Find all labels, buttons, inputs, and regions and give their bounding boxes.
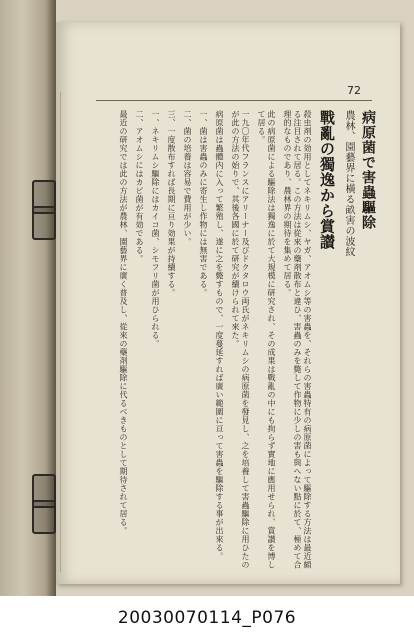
list-item: 二、アオムシにはカビ菌が有効である。 <box>135 110 144 263</box>
article-title: 病原菌で害蟲驅除 <box>360 110 376 230</box>
paragraph: 此の病原菌による驅除法は獨逸に於て大規模に研究され、その成果は戰亂の中にも拘らず實地に應用せられ、賞讃を博して居る。 <box>257 110 276 569</box>
list-item: 二、菌の培養は容易で費用が少い。 <box>183 110 192 246</box>
binding-stitch-icon <box>32 500 56 534</box>
binding-stitch-icon <box>32 206 56 240</box>
paragraph: 殺虫剤の効用としてネキリムシ、ヤガ、アオムシ等の害蟲を、それらの害蟲特有の病原菌によって驅除する方法は最近頗る注目されて居る。この方法は從來の藥剤散布と違ひ、害蟲のみを斃して作物に少しの害も與へない點に於て、極めて合理的なものであり、農林界の期待を集めて居る。 <box>283 110 312 569</box>
list-item: 一、ネキリムシ驅除にはカイコ菌、シモフリ菌が用ひられる。 <box>151 110 160 348</box>
paragraph: 病原菌は蟲體内に入って繁殖し、遂に之を斃すもので、一度蔓延すれば廣い範圍に亘って害蟲を驅除する事が出來る。 <box>215 110 224 561</box>
list-item: 一、菌は害蟲のみに寄生し作物には無害である。 <box>199 110 208 297</box>
document-page <box>56 22 400 584</box>
article-body <box>76 110 376 570</box>
page-number: 72 <box>347 84 361 97</box>
image-caption: 20030070114_P076 <box>0 596 414 640</box>
list-item: 三、一度散布すれば長期に亘り効果が持續する。 <box>167 110 176 297</box>
article-heading: 戰亂の獨逸から賞讃 <box>318 110 336 250</box>
article-subtitle: 農林、園藝界に橫る畝害の波紋 <box>343 110 354 257</box>
paragraph: 一九〇年代フランスにアリーナー及びドクタロウ両氏がネキリムシの病原菌を發見し、之を培養して害蟲驅除に用ひたのが此の方法の始りで、其後各國に於て研究が續けられて來た。 <box>231 110 250 569</box>
left-page-edge <box>0 0 56 596</box>
header-rule <box>96 100 372 101</box>
paragraph: 最近の研究では此の方法が農林、園藝界に廣く普及し、從來の藥剤驅除に代るべきものとして期待されて居る。 <box>119 110 128 535</box>
